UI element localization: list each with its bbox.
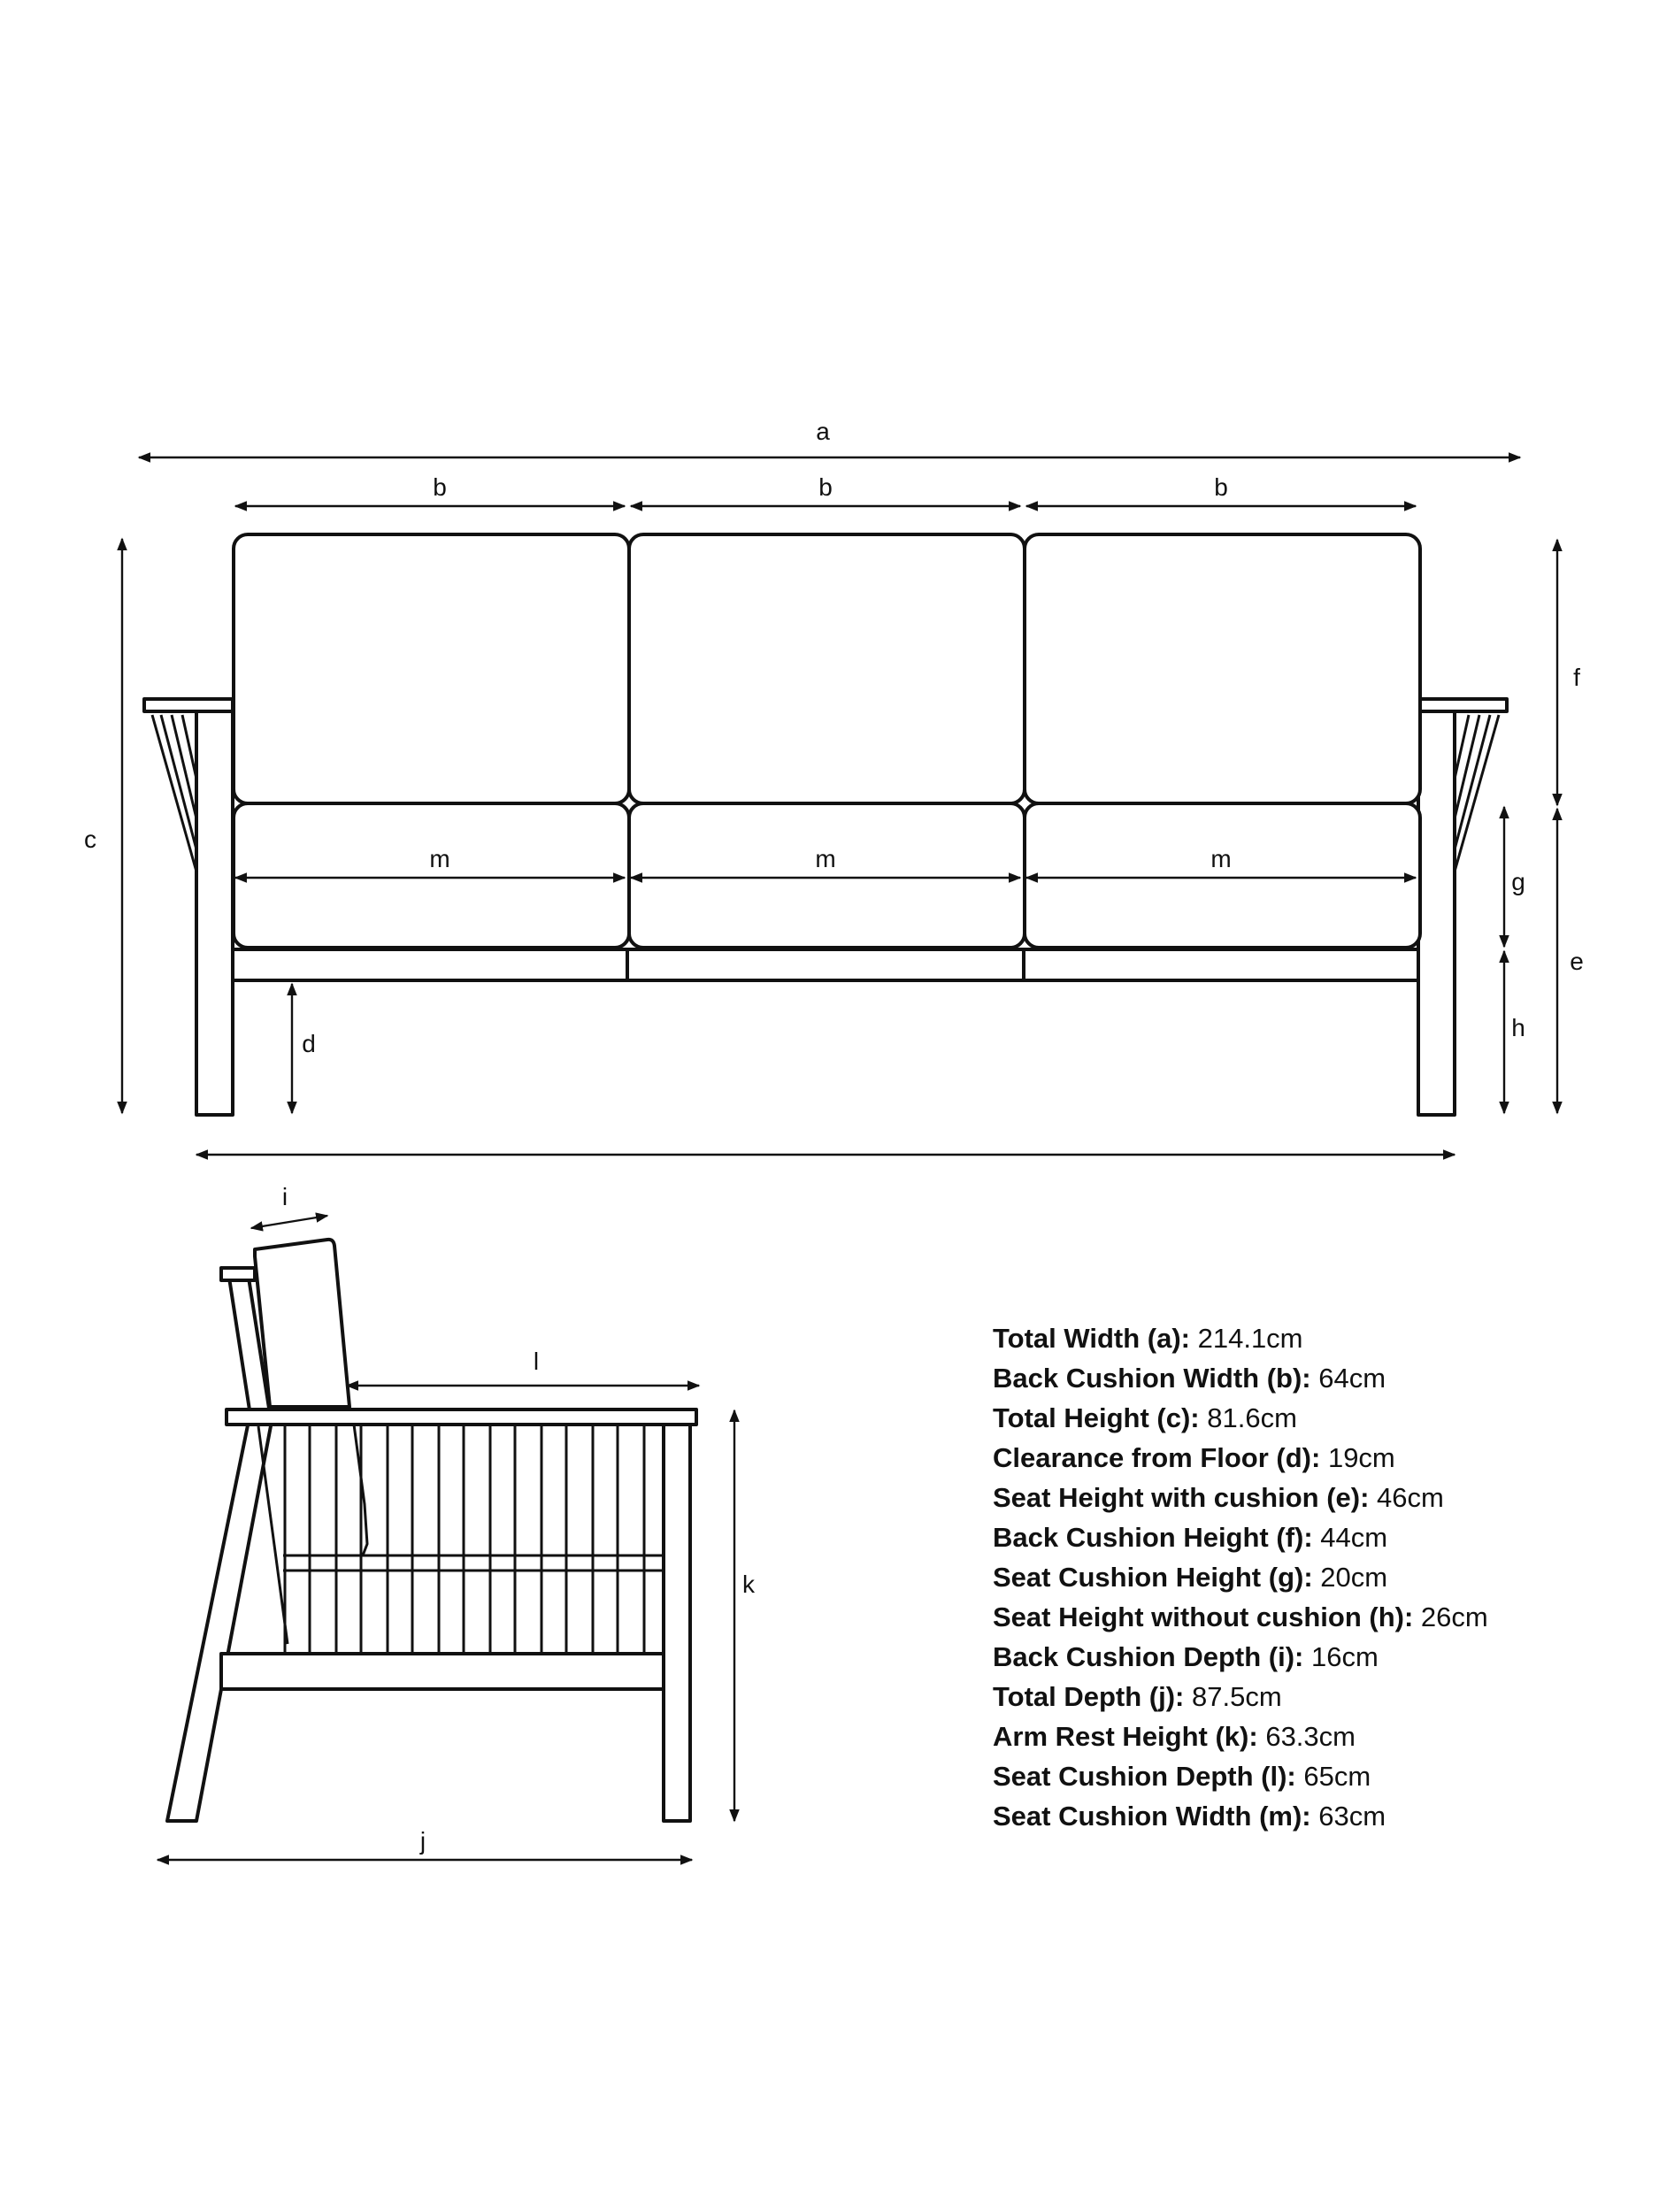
side-view (167, 1240, 696, 1821)
back-cushion-middle (629, 534, 1025, 803)
spec-seat-height-with-cushion: Seat Height with cushion (e): 46cm (993, 1482, 1444, 1513)
spec-seat-cushion-depth: Seat Cushion Depth (l): 65cm (993, 1761, 1371, 1792)
spec-clearance-from-floor: Clearance from Floor (d): 19cm (993, 1442, 1395, 1473)
seat-cushion-right (1025, 803, 1420, 948)
side-back-cushion (255, 1240, 349, 1407)
seat-cushion-left (234, 803, 629, 948)
dim-label-d: d (302, 1030, 316, 1057)
side-lower-stretcher (221, 1654, 664, 1689)
spec-total-width: Total Width (a): 214.1cm (993, 1323, 1303, 1354)
spec-back-cushion-height: Back Cushion Height (f): 44cm (993, 1522, 1388, 1553)
side-back-post-cap (221, 1268, 255, 1280)
dim-label-c: c (84, 826, 96, 853)
side-armrest (227, 1409, 696, 1425)
front-right-leg (1418, 710, 1455, 1115)
front-left-armrest (144, 699, 233, 711)
spec-back-cushion-depth: Back Cushion Depth (i): 16cm (993, 1641, 1379, 1672)
dim-arrow-i (251, 1216, 327, 1228)
front-view (144, 534, 1507, 1115)
dim-label-m-right: m (1210, 845, 1232, 872)
dim-label-g: g (1511, 868, 1525, 895)
dim-label-b-left: b (433, 473, 447, 501)
dim-label-b-right: b (1214, 473, 1228, 501)
dim-label-b-middle: b (818, 473, 833, 501)
front-left-arm-slats (152, 715, 196, 872)
spec-total-depth: Total Depth (j): 87.5cm (993, 1681, 1282, 1712)
back-cushion-right (1025, 534, 1420, 803)
front-left-leg (196, 710, 233, 1115)
dim-label-h: h (1511, 1014, 1525, 1041)
back-cushion-left (234, 534, 629, 803)
dim-label-j: j (419, 1827, 426, 1855)
spec-seat-cushion-height: Seat Cushion Height (g): 20cm (993, 1562, 1388, 1593)
side-slats (283, 1425, 665, 1654)
dim-label-a: a (816, 418, 830, 445)
spec-back-cushion-width: Back Cushion Width (b): 64cm (993, 1363, 1386, 1394)
specifications-list (993, 1318, 1488, 1836)
front-right-arm-slats (1455, 715, 1499, 872)
side-rear-leg (167, 1417, 273, 1821)
dim-label-i: i (281, 1183, 288, 1210)
spec-arm-rest-height: Arm Rest Height (k): 63.3cm (993, 1721, 1356, 1752)
dim-label-m-left: m (429, 845, 450, 872)
seat-cushion-middle (629, 803, 1025, 948)
dim-label-f: f (1573, 664, 1580, 691)
front-right-armrest (1418, 699, 1507, 711)
dim-label-l: l (533, 1348, 540, 1375)
spec-seat-height-without-cushion: Seat Height without cushion (h): 26cm (993, 1601, 1488, 1632)
dim-label-m-middle: m (815, 845, 836, 872)
side-front-leg (664, 1425, 690, 1821)
spec-seat-cushion-width: Seat Cushion Width (m): 63cm (993, 1801, 1386, 1832)
spec-total-height: Total Height (c): 81.6cm (993, 1402, 1297, 1433)
dim-label-e: e (1570, 948, 1584, 975)
front-seat-rail (233, 949, 1418, 980)
dim-label-k: k (742, 1571, 755, 1598)
